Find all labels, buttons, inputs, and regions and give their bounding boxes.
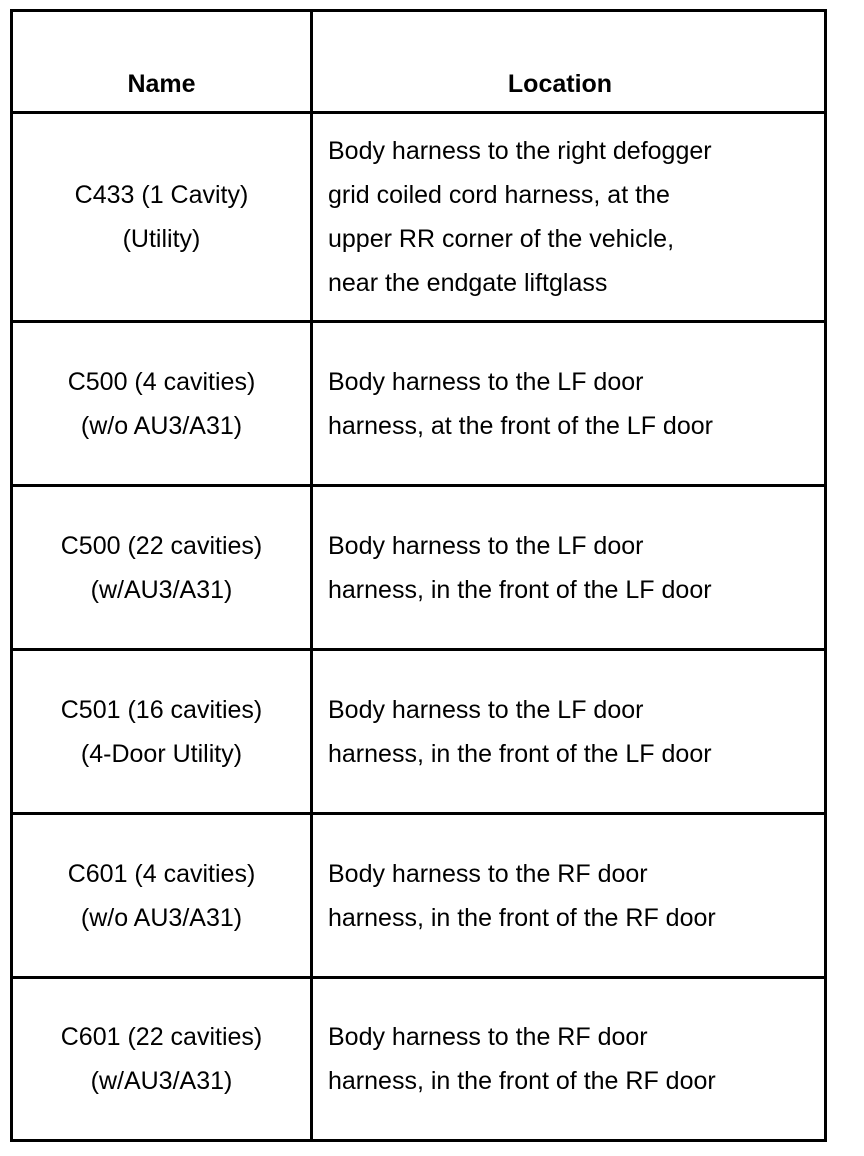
header-name-label: Name xyxy=(127,70,196,98)
header-location-label: Location xyxy=(507,70,613,98)
table-row-location xyxy=(328,487,808,648)
connector-name: C500 (4 cavities) (w/o AU3/A31) xyxy=(67,367,256,440)
table-row-name xyxy=(13,114,310,320)
table-row-location xyxy=(328,815,808,976)
table-row-location xyxy=(328,979,808,1139)
header-location xyxy=(313,60,807,108)
connector-location: Body harness to the RF door harness, in the front of the RF door xyxy=(328,1023,716,1095)
table-row-name xyxy=(13,651,310,812)
connector-name: C433 (1 Cavity) (Utility) xyxy=(74,181,249,253)
connector-location: Body harness to the LF door harness, at the front of the LF door xyxy=(328,367,713,440)
connector-name: C501 (16 cavities) (4-Door Utility) xyxy=(60,695,263,768)
table-row-name xyxy=(13,815,310,976)
connector-location: Body harness to the LF door harness, in the front of the LF door xyxy=(328,531,712,604)
table-row-location xyxy=(328,114,808,320)
connector-location: Body harness to the RF door harness, in the front of the RF door xyxy=(328,859,716,932)
connector-name: C601 (4 cavities) (w/o AU3/A31) xyxy=(67,859,256,932)
table-row-name xyxy=(13,979,310,1139)
table-row-location xyxy=(328,651,808,812)
connector-name: C601 (22 cavities) (w/AU3/A31) xyxy=(60,1023,263,1095)
connector-location: Body harness to the right defogger grid coiled cord harness, at the upper RR corner of the vehicle, near the endgate liftglass xyxy=(328,137,712,297)
table-row-name xyxy=(13,487,310,648)
column-divider xyxy=(310,9,313,1142)
header-name xyxy=(13,60,310,108)
table-row-location xyxy=(328,323,808,484)
connector-location: Body harness to the LF door harness, in the front of the LF door xyxy=(328,695,712,768)
table-row-name xyxy=(13,323,310,484)
connector-name: C500 (22 cavities) (w/AU3/A31) xyxy=(60,531,263,604)
